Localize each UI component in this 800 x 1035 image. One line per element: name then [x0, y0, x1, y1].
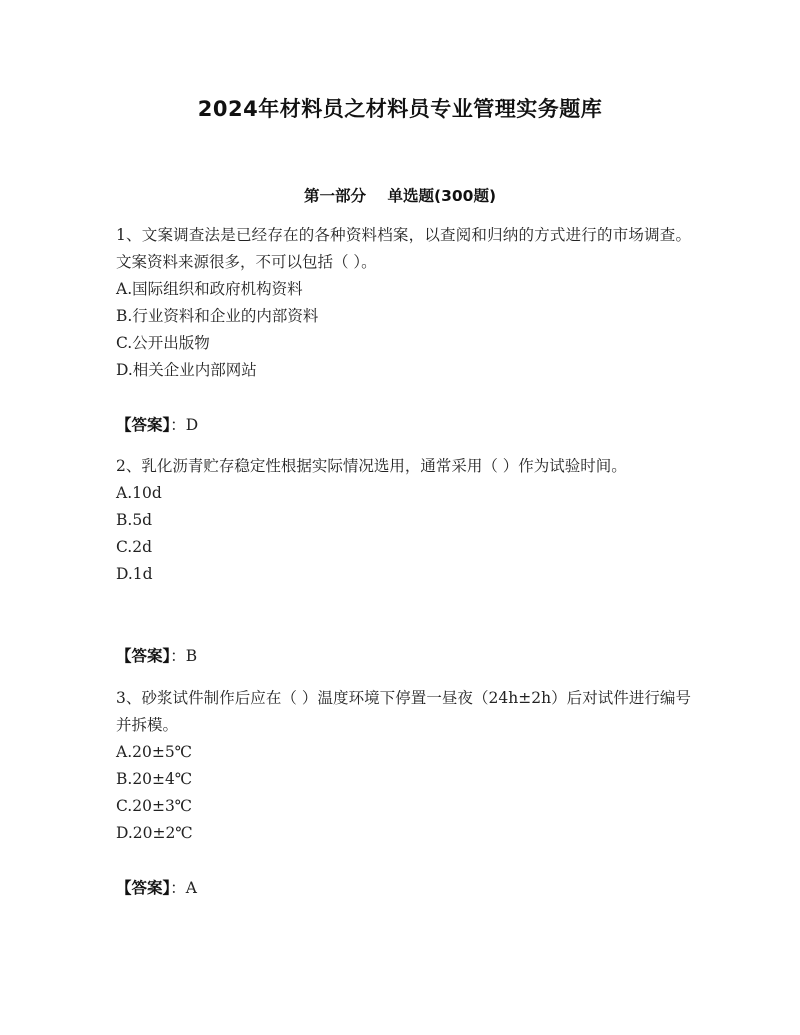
option-a: A.国际组织和政府机构资料: [116, 280, 303, 298]
option-b: B.20±4℃: [116, 770, 193, 788]
option-c: C.公开出版物: [116, 334, 210, 352]
section-title: 第一部分 单选题(300题): [303, 187, 497, 205]
option-b: B.行业资料和企业的内部资料: [116, 307, 319, 325]
answer-value: A: [185, 879, 197, 897]
answer-value: B: [185, 647, 198, 665]
answer-label: 【答案】: [116, 416, 171, 434]
option-a: A.20±5℃: [116, 743, 193, 761]
question-stem: 3、砂浆试件制作后应在（ ）温度环境下停置一昼夜（24h±2h）后对试件进行编号并拆模。: [116, 689, 691, 734]
option-c: C.20±3℃: [116, 797, 193, 815]
option-d: D.相关企业内部网站: [116, 361, 257, 379]
option-d: D.20±2℃: [116, 824, 193, 842]
question-block-2: [116, 453, 691, 588]
answer-separator: ：: [170, 647, 186, 665]
option-a: A.10d: [116, 484, 162, 502]
answer-value: D: [185, 416, 199, 434]
document-title: 2024年材料员之材料员专业管理实务题库: [197, 97, 603, 121]
answer-separator: ：: [170, 416, 186, 434]
option-d: D.1d: [116, 565, 153, 583]
question-stem: 1、文案调查法是已经存在的各种资料档案，以查阅和归纳的方式进行的市场调查。文案资料来源很多，不可以包括（ ）。: [116, 226, 691, 271]
question-block-3: [116, 685, 691, 847]
answer-separator: ：: [170, 879, 186, 897]
option-c: C.2d: [116, 538, 153, 556]
answer-line-1: [116, 412, 198, 439]
answer-label: 【答案】: [116, 879, 171, 897]
answer-line-2: [116, 643, 197, 670]
question-stem: 2、乳化沥青贮存稳定性根据实际情况选用，通常采用（ ）作为试验时间。: [116, 457, 627, 475]
answer-label: 【答案】: [116, 647, 171, 665]
option-b: B.5d: [116, 511, 153, 529]
question-block-1: [116, 222, 691, 384]
answer-line-3: [116, 875, 197, 902]
